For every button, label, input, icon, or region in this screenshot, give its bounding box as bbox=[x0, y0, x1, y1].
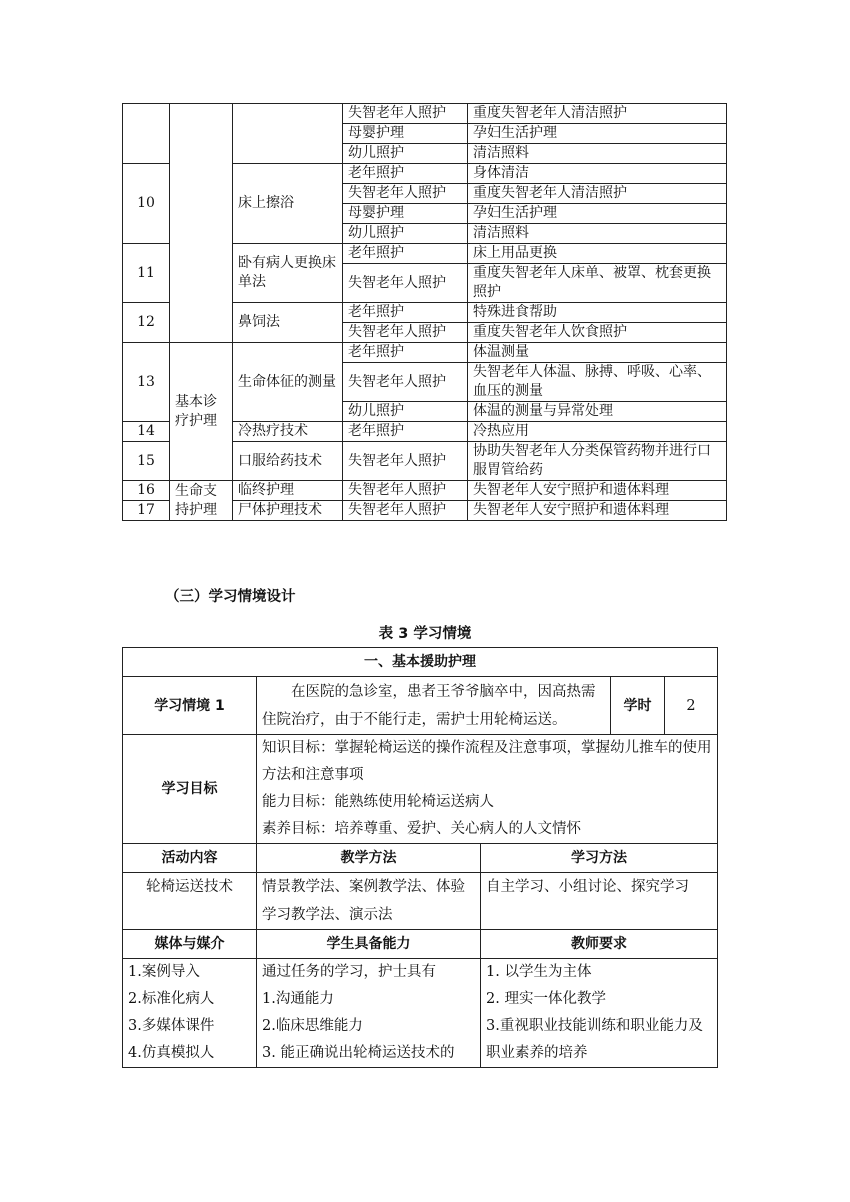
list-item: 3.多媒体课件 bbox=[128, 1018, 215, 1034]
category-cell: 幼儿照护 bbox=[343, 144, 468, 164]
row-number-cell: 16 bbox=[123, 481, 170, 501]
skills-table bbox=[122, 103, 727, 521]
item-cell: 卧有病人更换床单法 bbox=[233, 244, 343, 303]
category-cell: 失智老年人照护 bbox=[343, 363, 468, 402]
content-cell: 冷热应用 bbox=[468, 422, 727, 442]
situation-label: 学习情境 1 bbox=[123, 677, 257, 735]
objectives-label: 学习目标 bbox=[123, 735, 257, 844]
header-teaching-method: 教学方法 bbox=[257, 844, 481, 873]
content-cell: 体温的测量与异常处理 bbox=[468, 402, 727, 422]
row-number-cell: 12 bbox=[123, 303, 170, 343]
category-cell: 老年照护 bbox=[343, 164, 468, 184]
activity-cell: 轮椅运送技术 bbox=[123, 873, 257, 930]
content-cell: 失智老年人体温、脉搏、呼吸、心率、血压的测量 bbox=[468, 363, 727, 402]
category-cell: 失智老年人照护 bbox=[343, 104, 468, 124]
content-cell: 重度失智老年人饮食照护 bbox=[468, 323, 727, 343]
item-cell: 冷热疗技术 bbox=[233, 422, 343, 442]
category-cell: 母婴护理 bbox=[343, 204, 468, 224]
category-cell: 失智老年人照护 bbox=[343, 501, 468, 521]
row-number-cell bbox=[123, 104, 170, 164]
module-cell bbox=[170, 104, 233, 343]
item-cell: 口服给药技术 bbox=[233, 442, 343, 481]
learning-situation-table bbox=[122, 647, 718, 1068]
teacher-requirements-cell bbox=[481, 959, 718, 1068]
list-item: 3. 能正确说出轮椅运送技术的 bbox=[262, 1045, 455, 1061]
module-cell: 生命支持护理 bbox=[170, 481, 233, 521]
media-cell bbox=[123, 959, 257, 1068]
category-cell: 失智老年人照护 bbox=[343, 264, 468, 303]
objectives-cell bbox=[257, 735, 718, 844]
category-cell: 失智老年人照护 bbox=[343, 184, 468, 204]
category-cell: 老年照护 bbox=[343, 343, 468, 363]
item-cell: 鼻饲法 bbox=[233, 303, 343, 343]
content-cell: 失智老年人安宁照护和遗体料理 bbox=[468, 481, 727, 501]
category-cell: 老年照护 bbox=[343, 422, 468, 442]
list-item: 2.临床思维能力 bbox=[262, 1018, 363, 1034]
category-cell: 失智老年人照护 bbox=[343, 323, 468, 343]
list-item: 2. 理实一体化教学 bbox=[486, 991, 606, 1007]
list-item: 1. 以学生为主体 bbox=[486, 964, 592, 980]
row-number-cell: 13 bbox=[123, 343, 170, 422]
objective-knowledge: 知识目标：掌握轮椅运送的操作流程及注意事项，掌握幼儿推车的使用方法和注意事项 bbox=[262, 740, 712, 783]
category-cell: 失智老年人照护 bbox=[343, 481, 468, 501]
content-cell: 清洁照料 bbox=[468, 144, 727, 164]
header-media: 媒体与媒介 bbox=[123, 930, 257, 959]
row-number-cell: 11 bbox=[123, 244, 170, 303]
item-cell: 床上擦浴 bbox=[233, 164, 343, 244]
content-cell: 重度失智老年人床单、被罩、枕套更换照护 bbox=[468, 264, 727, 303]
category-cell: 失智老年人照护 bbox=[343, 442, 468, 481]
item-cell: 临终护理 bbox=[233, 481, 343, 501]
content-cell: 孕妇生活护理 bbox=[468, 124, 727, 144]
content-cell: 重度失智老年人清洁照护 bbox=[468, 184, 727, 204]
list-item: 通过任务的学习，护士具有 bbox=[262, 964, 436, 980]
content-cell: 特殊进食帮助 bbox=[468, 303, 727, 323]
module-cell: 基本诊疗护理 bbox=[170, 343, 233, 481]
hours-value: 2 bbox=[665, 677, 718, 735]
objective-quality: 素养目标：培养尊重、爱护、关心病人的人文情怀 bbox=[262, 821, 581, 837]
item-cell: 尸体护理技术 bbox=[233, 501, 343, 521]
row-number-cell: 14 bbox=[123, 422, 170, 442]
content-cell: 重度失智老年人清洁照护 bbox=[468, 104, 727, 124]
content-cell: 体温测量 bbox=[468, 343, 727, 363]
list-item: 3.重视职业技能训练和职业能力及职业素养的培养 bbox=[486, 1018, 703, 1061]
abilities-cell bbox=[257, 959, 481, 1068]
header-activity: 活动内容 bbox=[123, 844, 257, 873]
content-cell: 协助失智老年人分类保管药物并进行口服胃管给药 bbox=[468, 442, 727, 481]
content-cell: 清洁照料 bbox=[468, 224, 727, 244]
item-cell bbox=[233, 104, 343, 164]
content-cell: 孕妇生活护理 bbox=[468, 204, 727, 224]
category-cell: 老年照护 bbox=[343, 244, 468, 264]
row-number-cell: 17 bbox=[123, 501, 170, 521]
list-item: 4.仿真模拟人 bbox=[128, 1045, 215, 1061]
content-cell: 床上用品更换 bbox=[468, 244, 727, 264]
learning-method-cell: 自主学习、小组讨论、探究学习 bbox=[481, 873, 718, 930]
header-learning-method: 学习方法 bbox=[481, 844, 718, 873]
objective-ability: 能力目标：能熟练使用轮椅运送病人 bbox=[262, 794, 494, 810]
list-item: 1.案例导入 bbox=[128, 964, 200, 980]
section-title: 一、基本援助护理 bbox=[123, 648, 718, 677]
row-number-cell: 10 bbox=[123, 164, 170, 244]
content-cell: 失智老年人安宁照护和遗体料理 bbox=[468, 501, 727, 521]
category-cell: 幼儿照护 bbox=[343, 224, 468, 244]
teaching-method-cell: 情景教学法、案例教学法、体验学习教学法、演示法 bbox=[257, 873, 481, 930]
table-caption: 表 3 学习情境 bbox=[378, 626, 472, 642]
situation-text: 在医院的急诊室，患者王爷爷脑卒中，因高热需住院治疗，由于不能行走，需护士用轮椅运送。 bbox=[257, 677, 611, 735]
category-cell: 幼儿照护 bbox=[343, 402, 468, 422]
content-cell: 身体清洁 bbox=[468, 164, 727, 184]
category-cell: 母婴护理 bbox=[343, 124, 468, 144]
header-abilities: 学生具备能力 bbox=[257, 930, 481, 959]
section-heading: （三）学习情境设计 bbox=[165, 589, 296, 605]
row-number-cell: 15 bbox=[123, 442, 170, 481]
list-item: 2.标准化病人 bbox=[128, 991, 215, 1007]
header-teacher-requirements: 教师要求 bbox=[481, 930, 718, 959]
item-cell: 生命体征的测量 bbox=[233, 343, 343, 422]
hours-label: 学时 bbox=[611, 677, 665, 735]
category-cell: 老年照护 bbox=[343, 303, 468, 323]
list-item: 1.沟通能力 bbox=[262, 991, 334, 1007]
